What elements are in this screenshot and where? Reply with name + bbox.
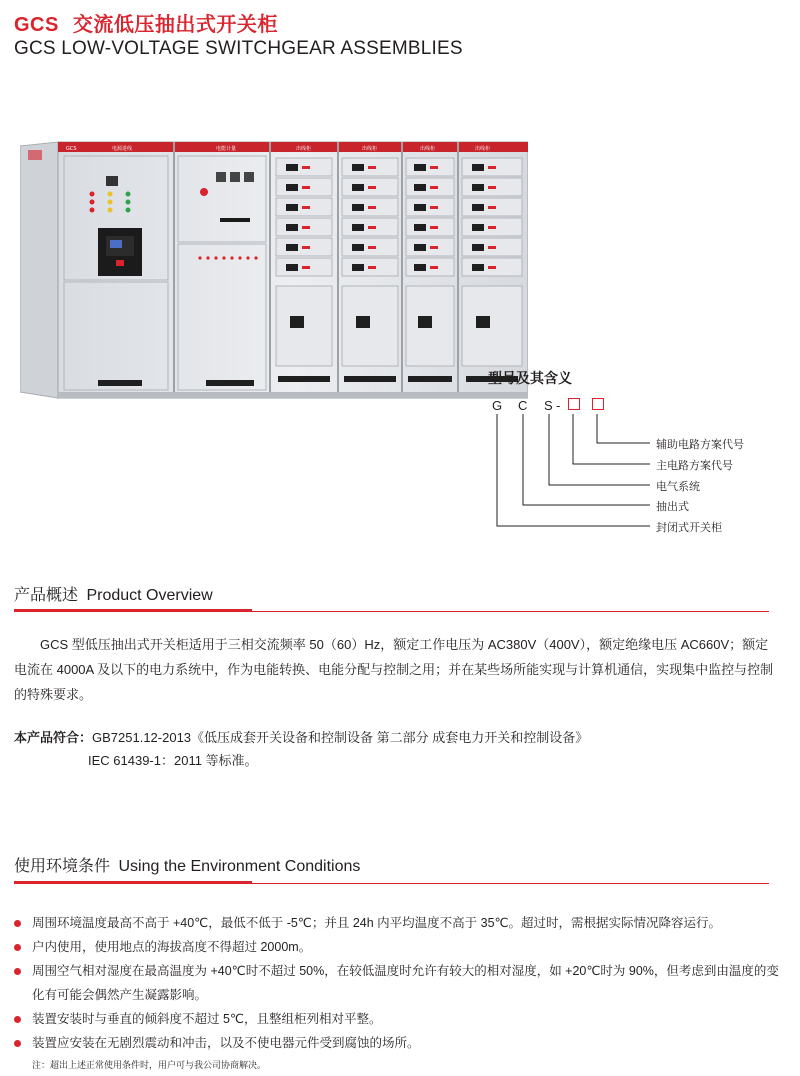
label-electrical-system: 电气系统 bbox=[656, 481, 700, 493]
model-letter-g: G bbox=[492, 398, 503, 413]
list-item: 户内使用，使用地点的海拔高度不得超过 2000m。 bbox=[14, 935, 784, 959]
model-leader-lines bbox=[488, 368, 788, 538]
panel-label: 出线柜 bbox=[362, 146, 378, 152]
model-title: 型号及其含义 bbox=[488, 370, 572, 386]
standards-line-1: GB7251.12-2013《低压成套开关设备和控制设备 第二部分 成套电力开关和控制设备》 bbox=[92, 730, 589, 745]
model-letter-s: S bbox=[544, 398, 553, 413]
product-code: GCS bbox=[14, 14, 59, 36]
bullet-icon bbox=[14, 1016, 21, 1023]
model-dash: - bbox=[556, 398, 561, 413]
model-letter-c: C bbox=[518, 398, 528, 413]
bullet-icon bbox=[14, 920, 21, 927]
page-title-cn bbox=[14, 8, 278, 37]
footnote: 注：超出上述正常使用条件时，用户可与我公司协商解决。 bbox=[32, 1060, 267, 1070]
label-aux-circuit: 辅助电路方案代号 bbox=[656, 439, 744, 451]
panel-label: 出线柜 bbox=[420, 146, 436, 152]
model-designation bbox=[488, 368, 788, 538]
panel-label: 电能计量 bbox=[216, 146, 237, 152]
overview-divider bbox=[14, 611, 769, 612]
standards-label: 本产品符合： bbox=[14, 730, 93, 745]
overview-divider-accent bbox=[14, 609, 252, 612]
environment-heading bbox=[14, 853, 360, 876]
list-item: 周围环境温度最高不高于 +40℃，最低不低于 -5℃；并且 24h 内平均温度不高于 35℃。超过时，需根据实际情况降容运行。 bbox=[14, 911, 784, 935]
environment-heading-en: Using the Environment Conditions bbox=[118, 858, 361, 875]
environment-list bbox=[14, 911, 784, 1055]
list-item: 周围空气相对湿度在最高温度为 +40℃时不超过 50%，在较低温度时允许有较大的相对湿度，如 +20℃时为 90%，但考虑到由温度的变化有可能会偶然产生凝露影响。 bbox=[14, 959, 784, 1007]
overview-heading-cn: 产品概述 bbox=[14, 587, 79, 604]
environment-divider-accent bbox=[14, 881, 252, 884]
switchgear-photo bbox=[20, 136, 528, 414]
panel-label: 出线柜 bbox=[475, 146, 491, 152]
environment-divider bbox=[14, 883, 769, 884]
bullet-icon bbox=[14, 968, 21, 975]
overview-heading bbox=[14, 582, 213, 605]
standards-block bbox=[14, 726, 774, 772]
panel-label: 出线柜 bbox=[296, 146, 312, 152]
environment-heading-cn: 使用环境条件 bbox=[14, 858, 111, 875]
standards-line-2: IEC 61439-1：2011 等标准。 bbox=[88, 753, 258, 768]
list-item: 装置安装时与垂直的倾斜度不超过 5℃，且整组柜列相对平整。 bbox=[14, 1007, 784, 1031]
list-item: 装置应安装在无剧烈震动和冲击，以及不使电器元件受到腐蚀的场所。 bbox=[14, 1031, 784, 1055]
panel-label: 电源进线 bbox=[112, 146, 133, 152]
label-main-circuit: 主电路方案代号 bbox=[656, 460, 733, 472]
label-drawout: 抽出式 bbox=[656, 501, 689, 513]
bullet-icon bbox=[14, 1040, 21, 1047]
overview-paragraph: GCS 型低压抽出式开关柜适用于三相交流频率 50（60）Hz，额定工作电压为 AC380V（400V），额定绝缘电压 AC660V；额定电流在 4000A 及以下的电力系统中，作为电能转换、电能分配与控制之用；并在某些场所能实现与计算机通信，实现集中监控与控制的特殊要求。 bbox=[14, 637, 774, 702]
panel-label: GCS bbox=[66, 146, 77, 152]
page-title-en: GCS LOW-VOLTAGE SWITCHGEAR ASSEMBLIES bbox=[14, 38, 463, 59]
title-cn-text: 交流低压抽出式开关柜 bbox=[72, 14, 278, 36]
overview-heading-en: Product Overview bbox=[86, 587, 213, 604]
bullet-icon bbox=[14, 944, 21, 951]
label-enclosed: 封闭式开关柜 bbox=[656, 522, 722, 534]
